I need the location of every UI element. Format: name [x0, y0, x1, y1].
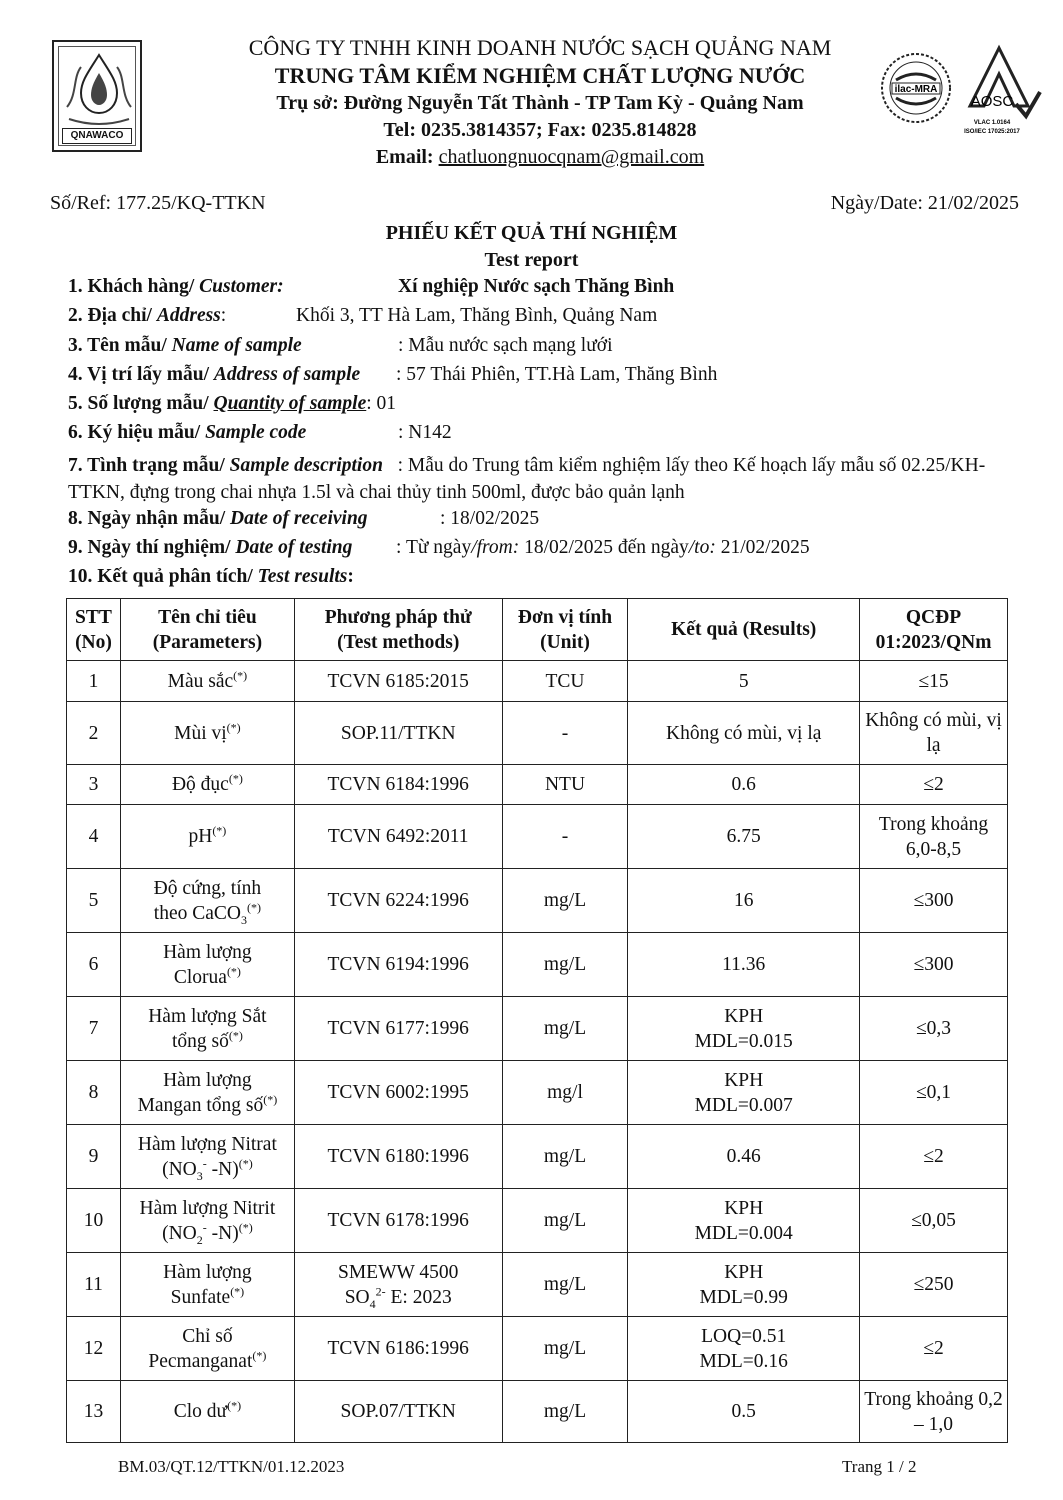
table-cell: Độ cứng, tính theo CaCO$_3$(*) — [120, 869, 294, 933]
table-cell: 4 — [67, 805, 121, 869]
table-cell: Chỉ số Pecmanganat(*) — [120, 1317, 294, 1381]
table-cell: TCVN 6185:2015 — [294, 661, 502, 702]
table-cell: 6.75 — [628, 805, 860, 869]
table-cell: Hàm lượng Clorua(*) — [120, 933, 294, 997]
ilac-mra-logo — [878, 50, 954, 126]
aosc-text: AOSC — [970, 93, 1014, 110]
table-cell: KPH MDL=0.99 — [628, 1253, 860, 1317]
table-row — [67, 1189, 1008, 1253]
info-description: 7. Tình trạng mẫu/ Sample description : Mẫu do Trung tâm kiểm nghiệm lấy theo Kế hoạch lấy mẫu số 02.25/KH-TTKN, đựng trong chai nhựa 1.5l và chai thủy tinh 500ml, được bảo quản lạnh — [68, 454, 986, 503]
address-value: Khối 3, TT Hà Lam, Thăng Bình, Quảng Nam — [296, 305, 658, 327]
report-title-block — [0, 220, 1063, 274]
table-cell: Hàm lượng Sắt tổng số(*) — [120, 997, 294, 1061]
header-no: STT (No) — [67, 599, 121, 661]
table-cell: pH(*) — [120, 805, 294, 869]
table-cell: Mùi vị(*) — [120, 702, 294, 765]
sample-name-value: : Mẫu nước sạch mạng lưới — [398, 334, 613, 356]
page-number: Trang 1 / 2 — [842, 1457, 917, 1476]
email-link[interactable]: chatluongnuocqnam@gmail.com — [438, 146, 705, 168]
table-cell: 10 — [67, 1189, 121, 1253]
report-date: Ngày/Date: 21/02/2025 — [830, 192, 1019, 214]
table-cell: ≤15 — [860, 661, 1008, 702]
table-cell: TCU — [502, 661, 628, 702]
customer-value: Xí nghiệp Nước sạch Thăng Bình — [398, 276, 675, 297]
logo-text: QNAWACO — [62, 128, 132, 144]
location-value: : 57 Thái Phiên, TT.Hà Lam, Thăng Bình — [396, 363, 718, 385]
table-cell: 0.6 — [628, 765, 860, 805]
table-cell: TCVN 6194:1996 — [294, 933, 502, 997]
code-value: : N142 — [398, 422, 452, 444]
table-row — [67, 869, 1008, 933]
receiving-value: : 18/02/2025 — [440, 507, 540, 529]
table-cell: KPH MDL=0.004 — [628, 1189, 860, 1253]
aosc-sub2: ISO/IEC 17025:2017 — [964, 129, 1020, 135]
info-code: 6. Ký hiệu mẫu/ Sample code : N142 — [68, 422, 452, 444]
table-cell: 12 — [67, 1317, 121, 1381]
description-value: : Mẫu do Trung tâm kiểm nghiệm lấy theo Kế hoạch lấy mẫu số 02.25/KH-TTKN, đựng trong chai nhựa 1.5l và chai thủy tinh 500ml, được bảo quản lạnh — [68, 454, 986, 503]
table-cell: ≤0,1 — [860, 1061, 1008, 1125]
table-cell: 5 — [67, 869, 121, 933]
table-cell: SOP.07/TTKN — [294, 1381, 502, 1443]
info-receiving: 8. Ngày nhận mẫu/ Date of receiving : 18/02/2025 — [68, 507, 540, 529]
table-cell: 9 — [67, 1125, 121, 1189]
company-phone: Tel: 0235.3814357; Fax: 0235.814828 — [383, 119, 697, 141]
table-row — [67, 1253, 1008, 1317]
table-cell: 1 — [67, 661, 121, 702]
table-cell: mg/L — [502, 869, 628, 933]
table-cell: ≤2 — [860, 1125, 1008, 1189]
email-line — [150, 144, 930, 171]
table-cell: 2 — [67, 702, 121, 765]
info-results: 10. Kết quả phân tích/ Test results: — [68, 566, 354, 588]
table-cell: TCVN 6224:1996 — [294, 869, 502, 933]
table-cell: mg/L — [502, 1381, 628, 1443]
table-cell: 7 — [67, 997, 121, 1061]
table-cell: Không có mùi, vị lạ — [628, 702, 860, 765]
quantity-value: : 01 — [366, 393, 397, 415]
table-cell: - — [502, 805, 628, 869]
table-cell: 8 — [67, 1061, 121, 1125]
table-cell: NTU — [502, 765, 628, 805]
table-cell: mg/L — [502, 1125, 628, 1189]
table-cell: ≤2 — [860, 765, 1008, 805]
aosc-logo — [956, 44, 1042, 140]
report-title: PHIẾU KẾT QUẢ THÍ NGHIỆM — [385, 222, 678, 244]
company-address: Trụ sở: Đường Nguyễn Tất Thành - TP Tam Kỳ - Quảng Nam — [276, 92, 804, 114]
report-subtitle: Test report — [484, 249, 579, 271]
table-cell: Hàm lượng Nitrit ($NO_2^-$ -N)(*) — [120, 1189, 294, 1253]
table-cell: TCVN 6177:1996 — [294, 997, 502, 1061]
table-cell: 6 — [67, 933, 121, 997]
table-row — [67, 933, 1008, 997]
reference-number: Số/Ref: 177.25/KQ-TTKN — [50, 192, 266, 214]
header-param: Tên chỉ tiêu (Parameters) — [120, 599, 294, 661]
table-row — [67, 765, 1008, 805]
table-cell: mg/L — [502, 933, 628, 997]
table-cell: 13 — [67, 1381, 121, 1443]
table-cell: Hàm lượng Nitrat ($NO_3^-$ -N)(*) — [120, 1125, 294, 1189]
table-cell: ≤300 — [860, 869, 1008, 933]
info-quantity: 5. Số lượng mẫu/ Quantity of sample: 01 — [68, 393, 397, 415]
table-cell: Hàm lượng Mangan tổng số(*) — [120, 1061, 294, 1125]
table-cell: TCVN 6180:1996 — [294, 1125, 502, 1189]
water-drop-icon — [59, 47, 139, 129]
table-row — [67, 1125, 1008, 1189]
table-cell: mg/l — [502, 1061, 628, 1125]
table-cell: Trong khoảng 6,0-8,5 — [860, 805, 1008, 869]
header-unit: Đơn vị tính (Unit) — [502, 599, 628, 661]
info-address: 2. Địa chỉ/ Address: Khối 3, TT Hà Lam, Thăng Bình, Quảng Nam — [68, 305, 658, 327]
table-header-row — [67, 599, 1008, 661]
table-cell: Không có mùi, vị lạ — [860, 702, 1008, 765]
table-row — [67, 1317, 1008, 1381]
info-sample-name: 3. Tên mẫu/ Name of sample : Mẫu nước sạch mạng lưới — [68, 334, 613, 356]
table-cell: Trong khoảng 0,2 – 1,0 — [860, 1381, 1008, 1443]
table-cell: Màu sắc(*) — [120, 661, 294, 702]
table-cell: ≤0,3 — [860, 997, 1008, 1061]
company-logo — [52, 40, 142, 152]
aosc-sub1: VLAC 1.0164 — [973, 120, 1011, 126]
table-row — [67, 661, 1008, 702]
testing-value: : Từ ngày/from: 18/02/2025 đến ngày/to: 21/02/2025 — [396, 537, 810, 559]
info-customer: 1. Khách hàng/ Customer: Xí nghiệp Nước sạch Thăng Bình — [68, 276, 675, 297]
table-cell: Clo dư(*) — [120, 1381, 294, 1443]
table-row — [67, 1061, 1008, 1125]
table-cell: 3 — [67, 765, 121, 805]
table-cell: 0.46 — [628, 1125, 860, 1189]
header-method: Phương pháp thử (Test methods) — [294, 599, 502, 661]
info-location: 4. Vị trí lấy mẫu/ Address of sample : 57 Thái Phiên, TT.Hà Lam, Thăng Bình — [68, 363, 718, 385]
form-code: BM.03/QT.12/TTKN/01.12.2023 — [118, 1457, 345, 1476]
table-cell: mg/L — [502, 1189, 628, 1253]
table-cell: mg/L — [502, 997, 628, 1061]
header-result: Kết quả (Results) — [628, 599, 860, 661]
table-row — [67, 997, 1008, 1061]
table-cell: Hàm lượng Sunfate(*) — [120, 1253, 294, 1317]
info-testing: 9. Ngày thí nghiệm/ Date of testing : Từ ngày/from: 18/02/2025 đến ngày/to: 21/02/2025 — [68, 537, 810, 559]
document-header — [150, 34, 930, 171]
table-cell: SMEWW 4500 $SO_4^{2-}$ E: 2023 — [294, 1253, 502, 1317]
table-cell: 0.5 — [628, 1381, 860, 1443]
table-cell: 11 — [67, 1253, 121, 1317]
table-cell: 16 — [628, 869, 860, 933]
table-cell: KPH MDL=0.007 — [628, 1061, 860, 1125]
table-cell: 11.36 — [628, 933, 860, 997]
table-cell: LOQ=0.51 MDL=0.16 — [628, 1317, 860, 1381]
table-cell: TCVN 6184:1996 — [294, 765, 502, 805]
table-cell: - — [502, 702, 628, 765]
table-row — [67, 805, 1008, 869]
email-label: Email: — [375, 146, 439, 168]
table-cell: SOP.11/TTKN — [294, 702, 502, 765]
center-name: TRUNG TÂM KIỂM NGHIỆM CHẤT LƯỢNG NƯỚC — [274, 63, 806, 88]
table-cell: TCVN 6178:1996 — [294, 1189, 502, 1253]
header-limit: QCĐP 01:2023/QNm — [860, 599, 1008, 661]
ilac-text: ilac-MRA — [894, 84, 938, 95]
table-cell: ≤250 — [860, 1253, 1008, 1317]
table-cell: Độ đục(*) — [120, 765, 294, 805]
results-table — [66, 598, 1008, 1443]
table-row — [67, 1381, 1008, 1443]
table-cell: ≤0,05 — [860, 1189, 1008, 1253]
table-cell: TCVN 6186:1996 — [294, 1317, 502, 1381]
table-cell: 5 — [628, 661, 860, 702]
table-row — [67, 702, 1008, 765]
table-cell: TCVN 6002:1995 — [294, 1061, 502, 1125]
table-cell: KPH MDL=0.015 — [628, 997, 860, 1061]
company-name: CÔNG TY TNHH KINH DOANH NƯỚC SẠCH QUẢNG NAM — [248, 35, 832, 60]
table-cell: ≤2 — [860, 1317, 1008, 1381]
table-cell: mg/L — [502, 1317, 628, 1381]
table-cell: TCVN 6492:2011 — [294, 805, 502, 869]
sample-info — [68, 276, 1028, 596]
table-cell: mg/L — [502, 1253, 628, 1317]
table-cell: ≤300 — [860, 933, 1008, 997]
